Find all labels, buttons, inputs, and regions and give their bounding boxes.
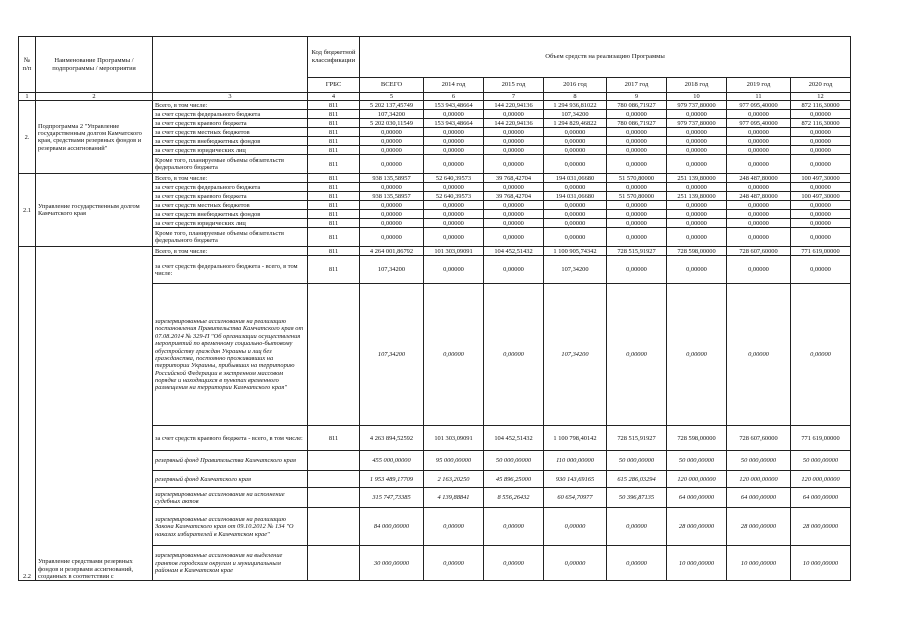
- row-value: 0,00000: [424, 508, 484, 546]
- row-label: за счет средств внебюджетных фондов: [153, 210, 308, 219]
- row-value: 0,00000: [727, 284, 791, 426]
- row-grbs: 811: [308, 137, 360, 146]
- column-number: 10: [667, 93, 727, 101]
- row-value: 0,00000: [791, 110, 851, 119]
- row-value: 50 000,00000: [484, 451, 544, 471]
- row-value: 930 143,69165: [544, 471, 607, 488]
- row-grbs: 811: [308, 155, 360, 174]
- row-value: 0,00000: [424, 228, 484, 247]
- row-value: 0,00000: [360, 183, 424, 192]
- row-value: 110 000,00000: [544, 451, 607, 471]
- row-grbs: 811: [308, 219, 360, 228]
- row-value: 1 294 829,46822: [544, 119, 607, 128]
- row-grbs: [308, 508, 360, 546]
- row-value: 100 497,30000: [791, 192, 851, 201]
- row-value: 0,00000: [727, 137, 791, 146]
- row-grbs: 811: [308, 192, 360, 201]
- row-value: 1 100 905,74342: [544, 247, 607, 256]
- row-value: 50 000,00000: [607, 451, 667, 471]
- row-value: 0,00000: [667, 183, 727, 192]
- row-value: 153 943,48664: [424, 119, 484, 128]
- row-value: 771 619,00000: [791, 426, 851, 451]
- row-value: 0,00000: [791, 183, 851, 192]
- row-value: 0,00000: [544, 210, 607, 219]
- row-value: 0,00000: [607, 219, 667, 228]
- row-value: 0,00000: [544, 508, 607, 546]
- row-value: 50 000,00000: [791, 451, 851, 471]
- row-value: 51 570,80000: [607, 174, 667, 183]
- row-value: 153 943,48664: [424, 101, 484, 110]
- row-grbs: 811: [308, 247, 360, 256]
- row-grbs: 811: [308, 210, 360, 219]
- row-value: 144 220,94136: [484, 119, 544, 128]
- header-year: 2018 год: [667, 78, 727, 93]
- row-value: 728 515,91927: [607, 426, 667, 451]
- row-value: 728 598,00000: [667, 247, 727, 256]
- row-value: 0,00000: [727, 201, 791, 210]
- section-title: Подпрограмма 2 "Управление государственным долгом Камчатского края, средствами резервных фондов и резервами ассигнований": [36, 101, 153, 174]
- row-grbs: 811: [308, 256, 360, 284]
- row-value: 194 031,06680: [544, 192, 607, 201]
- row-value: 977 095,40000: [727, 119, 791, 128]
- row-value: 0,00000: [484, 228, 544, 247]
- header-year: 2017 год: [607, 78, 667, 93]
- row-value: 0,00000: [667, 155, 727, 174]
- row-value: 52 640,39573: [424, 192, 484, 201]
- row-value: 0,00000: [607, 137, 667, 146]
- row-value: 0,00000: [667, 210, 727, 219]
- row-value: 728 607,60000: [727, 426, 791, 451]
- row-value: 28 000,00000: [667, 508, 727, 546]
- column-number: 6: [424, 93, 484, 101]
- column-number: 11: [727, 93, 791, 101]
- row-label: за счет средств федерального бюджета: [153, 183, 308, 192]
- row-value: 84 000,00000: [360, 508, 424, 546]
- row-value: 0,00000: [607, 210, 667, 219]
- row-value: 251 139,80000: [667, 192, 727, 201]
- row-value: 64 000,00000: [791, 488, 851, 508]
- row-label: за счет средств краевого бюджета: [153, 192, 308, 201]
- row-value: 0,00000: [667, 256, 727, 284]
- row-value: 104 452,51432: [484, 247, 544, 256]
- row-value: 938 135,58957: [360, 174, 424, 183]
- row-value: 872 116,30000: [791, 119, 851, 128]
- row-value: 728 515,91927: [607, 247, 667, 256]
- row-value: 0,00000: [544, 219, 607, 228]
- row-value: 0,00000: [544, 137, 607, 146]
- column-number: 9: [607, 93, 667, 101]
- column-number: 4: [308, 93, 360, 101]
- row-value: 5 202 137,45749: [360, 101, 424, 110]
- row-value: 0,00000: [791, 228, 851, 247]
- row-value: 0,00000: [484, 146, 544, 155]
- row-value: 60 654,70977: [544, 488, 607, 508]
- row-value: 50 000,00000: [727, 451, 791, 471]
- row-value: 0,00000: [727, 155, 791, 174]
- row-value: 0,00000: [544, 155, 607, 174]
- row-grbs: 811: [308, 128, 360, 137]
- row-value: 0,00000: [727, 128, 791, 137]
- section-number: 2.: [19, 101, 36, 174]
- row-value: 4 263 894,52592: [360, 426, 424, 451]
- row-value: 0,00000: [607, 155, 667, 174]
- row-value: 64 000,00000: [727, 488, 791, 508]
- row-label: резервный фонд Правительства Камчатского края: [153, 451, 308, 471]
- row-label: зарезервированные ассигнования на реализацию постановления Правительства Камчатского края от 07.08.2014 № 329-П "Об организации осуществления мероприятий по временному социально-бытовому обустройству граждан Украины и лиц без гражданства, постоянно проживавших на территории Украины, прибывших на территорию Российской Федерации в экстренном массовом порядке и находящихся в пунктах временного размещения на территории Камчатского края": [153, 284, 308, 426]
- row-value: 0,00000: [360, 155, 424, 174]
- row-value: 0,00000: [607, 256, 667, 284]
- row-value: 0,00000: [667, 128, 727, 137]
- row-value: 107,34200: [360, 256, 424, 284]
- row-value: 0,00000: [791, 155, 851, 174]
- header-volume: Объем средств на реализацию Программы: [360, 37, 851, 78]
- row-label: зарезервированные ассигнования на выделение грантов городским округам и муниципальным районам в Камчатском крае: [153, 546, 308, 581]
- header-name: Наименование Программы / подпрограммы / мероприятия: [36, 37, 153, 93]
- row-value: 0,00000: [484, 137, 544, 146]
- row-value: 0,00000: [360, 128, 424, 137]
- row-value: 50 000,00000: [667, 451, 727, 471]
- row-value: 0,00000: [424, 128, 484, 137]
- row-value: 0,00000: [667, 110, 727, 119]
- row-value: 0,00000: [424, 546, 484, 581]
- row-value: 45 896,25000: [484, 471, 544, 488]
- row-value: 107,34200: [544, 256, 607, 284]
- row-grbs: [308, 546, 360, 581]
- row-value: 977 095,40000: [727, 101, 791, 110]
- row-grbs: 811: [308, 101, 360, 110]
- row-value: 107,34200: [360, 284, 424, 426]
- row-value: 39 768,42704: [484, 192, 544, 201]
- row-value: 0,00000: [484, 155, 544, 174]
- row-value: 8 556,26432: [484, 488, 544, 508]
- row-label: за счет средств местных бюджетов: [153, 201, 308, 210]
- row-label: за счет средств федерального бюджета - всего, в том числе:: [153, 256, 308, 284]
- row-value: 0,00000: [727, 228, 791, 247]
- row-value: 0,00000: [424, 137, 484, 146]
- row-value: 1 100 798,40142: [544, 426, 607, 451]
- column-number: 3: [153, 93, 308, 101]
- header-code: Код бюджетной классификации: [308, 37, 360, 78]
- row-grbs: 811: [308, 110, 360, 119]
- row-value: 0,00000: [484, 183, 544, 192]
- row-grbs: 811: [308, 201, 360, 210]
- row-value: 938 135,58957: [360, 192, 424, 201]
- section-number: 2.2: [19, 247, 36, 581]
- row-value: 0,00000: [607, 284, 667, 426]
- column-number: 2: [36, 93, 153, 101]
- row-value: 101 303,09091: [424, 247, 484, 256]
- row-value: 2 163,20250: [424, 471, 484, 488]
- row-value: 455 000,00000: [360, 451, 424, 471]
- row-value: 28 000,00000: [791, 508, 851, 546]
- row-value: 0,00000: [607, 183, 667, 192]
- row-grbs: 811: [308, 183, 360, 192]
- row-value: 0,00000: [727, 219, 791, 228]
- row-value: 0,00000: [791, 201, 851, 210]
- header-year: 2015 год: [484, 78, 544, 93]
- row-grbs: 811: [308, 174, 360, 183]
- row-grbs: 811: [308, 228, 360, 247]
- row-label: за счет средств внебюджетных фондов: [153, 137, 308, 146]
- row-label: Всего, в том числе:: [153, 174, 308, 183]
- row-value: 0,00000: [424, 155, 484, 174]
- row-value: 780 086,71927: [607, 119, 667, 128]
- row-value: 728 598,00000: [667, 426, 727, 451]
- row-value: 52 640,39573: [424, 174, 484, 183]
- row-value: 248 487,80000: [727, 192, 791, 201]
- row-value: 0,00000: [667, 146, 727, 155]
- row-label: за счет средств местных бюджетов: [153, 128, 308, 137]
- row-value: 0,00000: [607, 201, 667, 210]
- row-value: 0,00000: [791, 210, 851, 219]
- row-value: 0,00000: [544, 183, 607, 192]
- row-value: 107,34200: [360, 110, 424, 119]
- row-value: 0,00000: [424, 183, 484, 192]
- row-label: зарезервированные ассигнования на реализацию Закона Камчатского края от 09.10.2012 № 134 "О наказах избирателей в Камчатском крае": [153, 508, 308, 546]
- row-value: 0,00000: [484, 256, 544, 284]
- row-label: Всего, в том числе:: [153, 247, 308, 256]
- section-title: Управление средствами резервных фондов и резервами ассигнований, созданных в соответствии с: [36, 247, 153, 581]
- row-label: за счет средств юридических лиц: [153, 146, 308, 155]
- row-value: 0,00000: [607, 110, 667, 119]
- header-grbs: ГРБС: [308, 78, 360, 93]
- row-label: за счет средств краевого бюджета - всего, в том числе:: [153, 426, 308, 451]
- row-value: 0,00000: [424, 210, 484, 219]
- row-value: 615 286,03294: [607, 471, 667, 488]
- row-value: 4 139,88841: [424, 488, 484, 508]
- row-label: зарезервированные ассигнования на исполнение судебных актов: [153, 488, 308, 508]
- row-value: 0,00000: [607, 228, 667, 247]
- row-value: 120 000,00000: [667, 471, 727, 488]
- header-year: 2014 год: [424, 78, 484, 93]
- row-label: Кроме того, планируемые объемы обязательств федерального бюджета: [153, 228, 308, 247]
- row-value: 0,00000: [360, 219, 424, 228]
- row-value: 0,00000: [727, 183, 791, 192]
- row-value: 0,00000: [360, 146, 424, 155]
- row-value: 0,00000: [484, 284, 544, 426]
- row-value: 780 086,71927: [607, 101, 667, 110]
- row-value: 0,00000: [607, 546, 667, 581]
- row-value: 0,00000: [360, 210, 424, 219]
- row-grbs: [308, 488, 360, 508]
- row-grbs: [308, 471, 360, 488]
- column-number: 12: [791, 93, 851, 101]
- row-value: 248 487,80000: [727, 174, 791, 183]
- row-value: 107,34200: [544, 284, 607, 426]
- budget-table-sheet: [18, 36, 851, 581]
- header-total: ВСЕГО: [360, 78, 424, 93]
- row-value: 194 031,06680: [544, 174, 607, 183]
- row-value: 0,00000: [424, 256, 484, 284]
- row-label: Всего, в том числе:: [153, 101, 308, 110]
- row-value: 0,00000: [667, 201, 727, 210]
- row-value: 0,00000: [667, 228, 727, 247]
- row-value: 144 220,94136: [484, 101, 544, 110]
- row-value: 0,00000: [667, 219, 727, 228]
- row-value: 0,00000: [544, 546, 607, 581]
- row-value: 0,00000: [727, 256, 791, 284]
- row-value: 979 737,80000: [667, 119, 727, 128]
- row-value: 10 000,00000: [791, 546, 851, 581]
- row-value: 0,00000: [791, 137, 851, 146]
- row-value: 0,00000: [727, 210, 791, 219]
- row-value: 10 000,00000: [727, 546, 791, 581]
- row-label: Кроме того, планируемые объемы обязательств федерального бюджета: [153, 155, 308, 174]
- row-value: 107,34200: [544, 110, 607, 119]
- column-number: 7: [484, 93, 544, 101]
- row-value: 0,00000: [484, 219, 544, 228]
- row-value: 28 000,00000: [727, 508, 791, 546]
- row-value: 95 000,00000: [424, 451, 484, 471]
- row-value: 0,00000: [727, 146, 791, 155]
- column-number: 8: [544, 93, 607, 101]
- row-value: 0,00000: [484, 546, 544, 581]
- header-blank: [153, 37, 308, 93]
- row-value: 104 452,51432: [484, 426, 544, 451]
- row-value: 979 737,80000: [667, 101, 727, 110]
- row-value: 1 294 936,81022: [544, 101, 607, 110]
- row-value: 0,00000: [544, 228, 607, 247]
- row-value: 0,00000: [667, 284, 727, 426]
- column-number: 1: [19, 93, 36, 101]
- header-year: 2019 год: [727, 78, 791, 93]
- row-value: 120 000,00000: [791, 471, 851, 488]
- row-value: 872 116,30000: [791, 101, 851, 110]
- row-value: 0,00000: [424, 110, 484, 119]
- row-value: 251 139,80000: [667, 174, 727, 183]
- row-value: 39 768,42704: [484, 174, 544, 183]
- row-value: 0,00000: [607, 146, 667, 155]
- row-value: 0,00000: [544, 128, 607, 137]
- header-year: 2016 год: [544, 78, 607, 93]
- row-value: 0,00000: [484, 201, 544, 210]
- header-year: 2020 год: [791, 78, 851, 93]
- row-value: 0,00000: [424, 219, 484, 228]
- row-label: за счет средств юридических лиц: [153, 219, 308, 228]
- section-title: Управление государственным долгом Камчатского края: [36, 174, 153, 247]
- row-value: 100 497,30000: [791, 174, 851, 183]
- row-value: 771 619,00000: [791, 247, 851, 256]
- row-grbs: [308, 284, 360, 426]
- header-num: № п/п: [19, 37, 36, 93]
- row-value: 10 000,00000: [667, 546, 727, 581]
- row-value: 101 303,09091: [424, 426, 484, 451]
- row-grbs: 811: [308, 426, 360, 451]
- row-value: 0,00000: [667, 137, 727, 146]
- table-body: [19, 37, 851, 581]
- row-value: 728 607,60000: [727, 247, 791, 256]
- row-value: 0,00000: [484, 110, 544, 119]
- row-value: 0,00000: [791, 256, 851, 284]
- row-value: 30 000,00000: [360, 546, 424, 581]
- row-value: 0,00000: [607, 128, 667, 137]
- row-value: 5 202 030,11549: [360, 119, 424, 128]
- row-grbs: 811: [308, 119, 360, 128]
- row-value: 0,00000: [424, 284, 484, 426]
- row-value: 0,00000: [360, 228, 424, 247]
- row-grbs: [308, 451, 360, 471]
- row-value: 0,00000: [791, 128, 851, 137]
- row-value: 0,00000: [360, 201, 424, 210]
- row-value: 51 570,80000: [607, 192, 667, 201]
- row-value: 0,00000: [484, 128, 544, 137]
- row-label: за счет средств федерального бюджета: [153, 110, 308, 119]
- row-value: 0,00000: [791, 146, 851, 155]
- row-value: 0,00000: [360, 137, 424, 146]
- row-value: 50 396,87135: [607, 488, 667, 508]
- row-value: 4 264 001,86792: [360, 247, 424, 256]
- row-value: 0,00000: [424, 146, 484, 155]
- budget-table: [18, 36, 851, 581]
- row-value: 0,00000: [484, 210, 544, 219]
- row-value: 120 000,00000: [727, 471, 791, 488]
- column-number: 5: [360, 93, 424, 101]
- row-grbs: 811: [308, 146, 360, 155]
- row-value: 0,00000: [791, 219, 851, 228]
- row-value: 0,00000: [791, 284, 851, 426]
- row-value: 0,00000: [424, 201, 484, 210]
- row-label: за счет средств краевого бюджета: [153, 119, 308, 128]
- row-value: 0,00000: [607, 508, 667, 546]
- section-number: 2.1: [19, 174, 36, 247]
- row-value: 315 747,73385: [360, 488, 424, 508]
- row-value: 0,00000: [484, 508, 544, 546]
- row-value: 1 953 489,17709: [360, 471, 424, 488]
- row-value: 64 000,00000: [667, 488, 727, 508]
- row-value: 0,00000: [727, 110, 791, 119]
- row-value: 0,00000: [544, 146, 607, 155]
- row-label: резервный фонд Камчатского края: [153, 471, 308, 488]
- row-value: 0,00000: [544, 201, 607, 210]
